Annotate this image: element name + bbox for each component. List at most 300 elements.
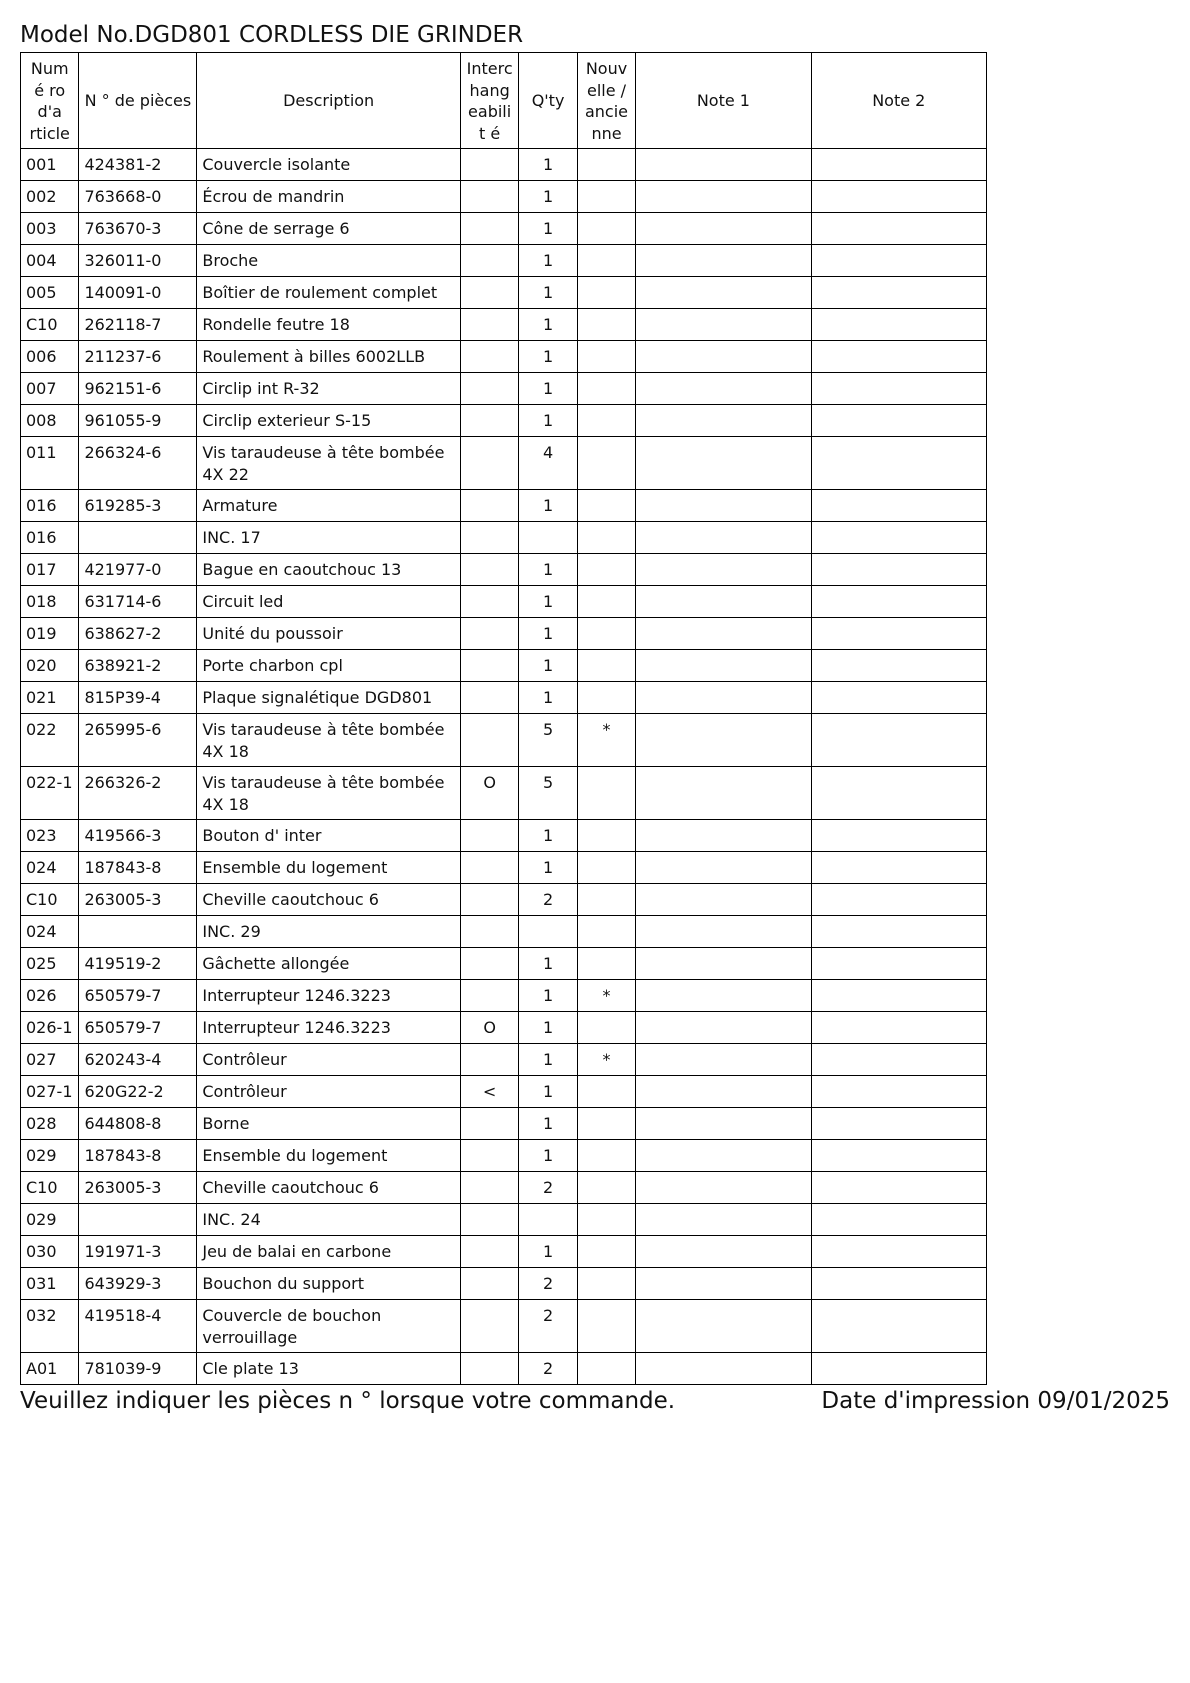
cell-interchangeability [460,1172,518,1204]
parts-table [20,52,987,1385]
cell-quantity: 1 [519,1076,577,1108]
cell-new-old: * [577,714,635,767]
cell-note-2 [811,767,986,820]
cell-new-old [577,522,635,554]
cell-note-2 [811,1172,986,1204]
cell-quantity [519,522,577,554]
cell-new-old [577,490,635,522]
cell-note-1 [636,714,811,767]
cell-new-old [577,1076,635,1108]
cell-description: Circlip int R-32 [197,373,461,405]
cell-interchangeability [460,181,518,213]
cell-article-number: 027 [21,1044,79,1076]
cell-interchangeability [460,1353,518,1385]
cell-article-number: 028 [21,1108,79,1140]
cell-new-old: * [577,980,635,1012]
table-row [21,181,987,213]
cell-interchangeability [460,405,518,437]
cell-part-number: 781039-9 [79,1353,197,1385]
cell-article-number: 016 [21,522,79,554]
cell-article-number: 030 [21,1236,79,1268]
table-row [21,149,987,181]
cell-quantity: 4 [519,437,577,490]
cell-note-2 [811,1353,986,1385]
cell-note-2 [811,181,986,213]
cell-part-number: 638627-2 [79,618,197,650]
table-row [21,1108,987,1140]
table-row [21,948,987,980]
cell-quantity: 1 [519,852,577,884]
cell-article-number: A01 [21,1353,79,1385]
cell-description: Contrôleur [197,1076,461,1108]
cell-interchangeability: < [460,1076,518,1108]
cell-part-number: 191971-3 [79,1236,197,1268]
cell-part-number: 262118-7 [79,309,197,341]
cell-description: Vis taraudeuse à tête bombée 4X 18 [197,714,461,767]
cell-note-2 [811,820,986,852]
cell-new-old [577,309,635,341]
cell-description: Vis taraudeuse à tête bombée 4X 18 [197,767,461,820]
cell-note-2 [811,1140,986,1172]
cell-note-1 [636,522,811,554]
cell-interchangeability: O [460,1012,518,1044]
table-row [21,554,987,586]
cell-part-number: 961055-9 [79,405,197,437]
cell-article-number: 024 [21,916,79,948]
table-header-row [21,53,987,149]
cell-note-1 [636,980,811,1012]
cell-article-number: 020 [21,650,79,682]
cell-quantity: 2 [519,1268,577,1300]
cell-new-old: * [577,1044,635,1076]
cell-note-2 [811,554,986,586]
cell-new-old [577,916,635,948]
cell-description: INC. 29 [197,916,461,948]
cell-article-number: 017 [21,554,79,586]
cell-interchangeability [460,437,518,490]
cell-quantity: 5 [519,767,577,820]
table-row [21,1236,987,1268]
cell-article-number: 029 [21,1140,79,1172]
table-row [21,1353,987,1385]
cell-description: Contrôleur [197,1044,461,1076]
cell-new-old [577,437,635,490]
cell-part-number: 644808-8 [79,1108,197,1140]
cell-article-number: 024 [21,852,79,884]
cell-interchangeability [460,586,518,618]
cell-note-2 [811,437,986,490]
cell-article-number: 032 [21,1300,79,1353]
cell-new-old [577,1300,635,1353]
cell-quantity: 1 [519,149,577,181]
cell-interchangeability [460,714,518,767]
cell-note-2 [811,341,986,373]
cell-interchangeability [460,1108,518,1140]
cell-description: Cheville caoutchouc 6 [197,1172,461,1204]
table-row [21,916,987,948]
cell-note-2 [811,1204,986,1236]
cell-quantity: 1 [519,1012,577,1044]
cell-article-number: 022 [21,714,79,767]
cell-interchangeability [460,309,518,341]
cell-interchangeability [460,618,518,650]
column-header-interchangeability: Interc hang eabilit é [460,53,518,149]
cell-interchangeability [460,1300,518,1353]
cell-note-2 [811,522,986,554]
cell-note-1 [636,149,811,181]
cell-article-number: 011 [21,437,79,490]
cell-new-old [577,277,635,309]
cell-part-number: 763668-0 [79,181,197,213]
cell-part-number: 419566-3 [79,820,197,852]
column-header-article-number: Numé ro d'a rticle [21,53,79,149]
cell-quantity: 2 [519,1300,577,1353]
cell-part-number: 326011-0 [79,245,197,277]
table-row [21,618,987,650]
cell-note-1 [636,1108,811,1140]
cell-description: Cle plate 13 [197,1353,461,1385]
cell-new-old [577,1108,635,1140]
table-row [21,1204,987,1236]
cell-note-1 [636,213,811,245]
cell-note-1 [636,1076,811,1108]
cell-note-1 [636,650,811,682]
cell-description: Porte charbon cpl [197,650,461,682]
cell-part-number: 650579-7 [79,980,197,1012]
cell-quantity [519,1204,577,1236]
table-row [21,714,987,767]
cell-description: Rondelle feutre 18 [197,309,461,341]
cell-new-old [577,618,635,650]
table-row [21,1268,987,1300]
cell-part-number: 650579-7 [79,1012,197,1044]
cell-interchangeability: O [460,767,518,820]
cell-article-number: 006 [21,341,79,373]
cell-part-number: 620G22-2 [79,1076,197,1108]
cell-interchangeability [460,916,518,948]
table-row [21,980,987,1012]
cell-part-number: 211237-6 [79,341,197,373]
cell-note-2 [811,714,986,767]
cell-interchangeability [460,245,518,277]
cell-part-number: 263005-3 [79,1172,197,1204]
cell-description: Interrupteur 1246.3223 [197,1012,461,1044]
cell-description: Bague en caoutchouc 13 [197,554,461,586]
cell-interchangeability [460,1044,518,1076]
table-row [21,309,987,341]
cell-description: Armature [197,490,461,522]
cell-part-number [79,916,197,948]
cell-quantity: 1 [519,245,577,277]
page-title: Model No.DGD801 CORDLESS DIE GRINDER [20,22,524,48]
cell-new-old [577,1268,635,1300]
cell-interchangeability [460,650,518,682]
cell-article-number: 025 [21,948,79,980]
cell-new-old [577,554,635,586]
cell-new-old [577,767,635,820]
table-row [21,490,987,522]
cell-note-1 [636,490,811,522]
cell-quantity: 1 [519,309,577,341]
cell-quantity: 1 [519,820,577,852]
cell-description: INC. 24 [197,1204,461,1236]
cell-interchangeability [460,884,518,916]
column-header-quantity: Q'ty [519,53,577,149]
cell-part-number: 266326-2 [79,767,197,820]
table-row [21,767,987,820]
cell-note-2 [811,586,986,618]
cell-new-old [577,1140,635,1172]
cell-description: Bouton d' inter [197,820,461,852]
cell-article-number: 008 [21,405,79,437]
cell-part-number: 815P39-4 [79,682,197,714]
cell-note-2 [811,405,986,437]
cell-article-number: 026 [21,980,79,1012]
cell-part-number [79,522,197,554]
cell-interchangeability [460,490,518,522]
cell-article-number: 021 [21,682,79,714]
cell-note-1 [636,1204,811,1236]
cell-part-number: 631714-6 [79,586,197,618]
cell-part-number: 266324-6 [79,437,197,490]
cell-interchangeability [460,948,518,980]
cell-quantity: 1 [519,373,577,405]
cell-description: Cheville caoutchouc 6 [197,884,461,916]
cell-quantity: 1 [519,682,577,714]
cell-new-old [577,650,635,682]
cell-quantity: 1 [519,948,577,980]
cell-note-1 [636,1172,811,1204]
cell-note-1 [636,884,811,916]
column-header-note-2: Note 2 [811,53,986,149]
cell-new-old [577,1172,635,1204]
cell-article-number: 001 [21,149,79,181]
cell-note-1 [636,277,811,309]
cell-note-1 [636,437,811,490]
cell-interchangeability [460,980,518,1012]
cell-quantity: 1 [519,980,577,1012]
cell-part-number: 619285-3 [79,490,197,522]
cell-note-2 [811,1236,986,1268]
cell-part-number: 763670-3 [79,213,197,245]
cell-note-2 [811,277,986,309]
cell-part-number: 962151-6 [79,373,197,405]
cell-description: INC. 17 [197,522,461,554]
cell-note-1 [636,309,811,341]
cell-quantity: 1 [519,618,577,650]
cell-article-number: 029 [21,1204,79,1236]
cell-note-1 [636,1268,811,1300]
cell-part-number: 140091-0 [79,277,197,309]
cell-note-1 [636,682,811,714]
cell-article-number: 004 [21,245,79,277]
cell-note-1 [636,1044,811,1076]
cell-article-number: C10 [21,884,79,916]
cell-quantity: 1 [519,341,577,373]
cell-note-2 [811,1268,986,1300]
cell-note-2 [811,884,986,916]
cell-description: Ensemble du logement [197,1140,461,1172]
table-row [21,650,987,682]
cell-note-2 [811,1044,986,1076]
cell-note-1 [636,373,811,405]
cell-note-2 [811,852,986,884]
cell-new-old [577,149,635,181]
cell-description: Roulement à billes 6002LLB [197,341,461,373]
cell-new-old [577,1353,635,1385]
cell-note-2 [811,149,986,181]
table-row [21,1300,987,1353]
cell-note-1 [636,341,811,373]
cell-quantity: 5 [519,714,577,767]
cell-article-number: 016 [21,490,79,522]
cell-note-1 [636,767,811,820]
cell-note-2 [811,373,986,405]
cell-quantity: 1 [519,554,577,586]
cell-note-1 [636,1140,811,1172]
table-row [21,522,987,554]
cell-article-number: 027-1 [21,1076,79,1108]
cell-quantity: 2 [519,1353,577,1385]
table-row [21,405,987,437]
cell-note-2 [811,682,986,714]
cell-article-number: 026-1 [21,1012,79,1044]
table-row [21,437,987,490]
cell-part-number [79,1204,197,1236]
cell-new-old [577,181,635,213]
cell-quantity: 1 [519,181,577,213]
cell-interchangeability [460,852,518,884]
cell-interchangeability [460,1140,518,1172]
cell-note-2 [811,980,986,1012]
cell-interchangeability [460,820,518,852]
cell-quantity: 1 [519,405,577,437]
table-row [21,277,987,309]
cell-interchangeability [460,341,518,373]
cell-description: Interrupteur 1246.3223 [197,980,461,1012]
cell-note-1 [636,181,811,213]
table-row [21,586,987,618]
cell-quantity: 1 [519,1044,577,1076]
cell-quantity: 1 [519,1236,577,1268]
cell-interchangeability [460,213,518,245]
table-row [21,1076,987,1108]
cell-description: Unité du poussoir [197,618,461,650]
cell-interchangeability [460,554,518,586]
cell-part-number: 187843-8 [79,852,197,884]
table-row [21,373,987,405]
cell-article-number: C10 [21,309,79,341]
parts-table-body [21,149,987,1385]
cell-note-2 [811,916,986,948]
cell-note-1 [636,618,811,650]
order-instruction: Veuillez indiquer les pièces n ° lorsque votre commande. [20,1388,676,1414]
cell-description: Bouchon du support [197,1268,461,1300]
table-row [21,852,987,884]
cell-description: Broche [197,245,461,277]
cell-article-number: 018 [21,586,79,618]
cell-quantity: 1 [519,650,577,682]
cell-interchangeability [460,149,518,181]
cell-quantity [519,916,577,948]
cell-article-number: 022-1 [21,767,79,820]
cell-note-2 [811,1076,986,1108]
cell-new-old [577,820,635,852]
cell-note-1 [636,245,811,277]
cell-new-old [577,682,635,714]
cell-note-1 [636,820,811,852]
cell-description: Borne [197,1108,461,1140]
cell-description: Plaque signalétique DGD801 [197,682,461,714]
cell-note-1 [636,1353,811,1385]
cell-description: Jeu de balai en carbone [197,1236,461,1268]
cell-new-old [577,373,635,405]
cell-note-1 [636,916,811,948]
cell-article-number: 002 [21,181,79,213]
cell-description: Vis taraudeuse à tête bombée 4X 22 [197,437,461,490]
cell-note-2 [811,618,986,650]
cell-note-2 [811,650,986,682]
cell-description: Cône de serrage 6 [197,213,461,245]
cell-note-1 [636,1300,811,1353]
cell-new-old [577,884,635,916]
cell-description: Couvercle isolante [197,149,461,181]
cell-description: Ensemble du logement [197,852,461,884]
cell-part-number: 265995-6 [79,714,197,767]
cell-note-1 [636,852,811,884]
cell-part-number: 421977-0 [79,554,197,586]
table-row [21,820,987,852]
table-row [21,1140,987,1172]
cell-note-2 [811,245,986,277]
cell-note-1 [636,554,811,586]
cell-note-2 [811,309,986,341]
column-header-part-number: N ° de pièces [79,53,197,149]
cell-part-number: 187843-8 [79,1140,197,1172]
cell-article-number: 005 [21,277,79,309]
cell-new-old [577,1236,635,1268]
cell-note-1 [636,1236,811,1268]
cell-new-old [577,245,635,277]
cell-quantity: 1 [519,490,577,522]
cell-note-2 [811,490,986,522]
cell-note-2 [811,1012,986,1044]
cell-quantity: 2 [519,884,577,916]
cell-new-old [577,852,635,884]
cell-description: Gâchette allongée [197,948,461,980]
cell-new-old [577,405,635,437]
table-row [21,213,987,245]
cell-note-1 [636,586,811,618]
table-row [21,1044,987,1076]
cell-part-number: 638921-2 [79,650,197,682]
cell-part-number: 620243-4 [79,1044,197,1076]
cell-quantity: 1 [519,1108,577,1140]
cell-interchangeability [460,1204,518,1236]
cell-description: Circlip exterieur S-15 [197,405,461,437]
cell-description: Circuit led [197,586,461,618]
cell-new-old [577,1012,635,1044]
cell-note-2 [811,213,986,245]
cell-article-number: C10 [21,1172,79,1204]
table-row [21,1012,987,1044]
table-row [21,245,987,277]
cell-quantity: 1 [519,586,577,618]
column-header-description: Description [197,53,461,149]
cell-interchangeability [460,1268,518,1300]
cell-part-number: 643929-3 [79,1268,197,1300]
cell-interchangeability [460,682,518,714]
